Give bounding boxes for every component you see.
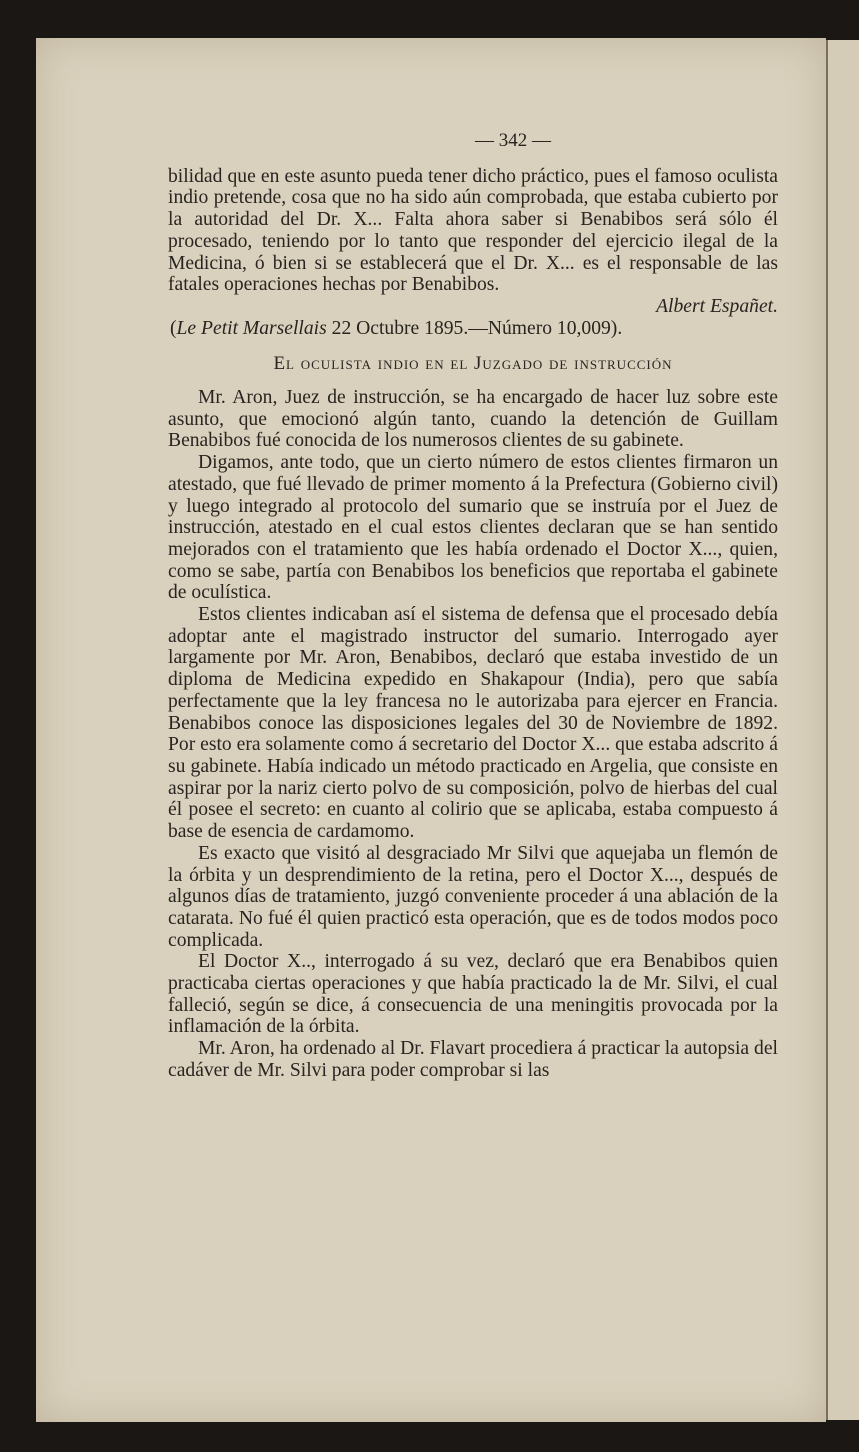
page-text [168, 128, 778, 1082]
paragraph: Mr. Aron, ha ordenado al Dr. Flavart procediera á practicar la autopsia del cadáver de Mr. Silvi para poder comprobar si las [168, 1038, 778, 1081]
continuation-paragraph: bilidad que en este asunto pueda tener dicho práctico, pues el famoso oculista indio pretende, cosa que no ha sido aún comprobada, que estaba cubierto por la autoridad del Dr. X... Falta ahora saber si Benabibos será sólo él procesado, teniendo por lo tanto que responder del ejercicio ilegal de la Medicina, ó bien si se establecerá que el Dr. X... es el responsable de las fatales operaciones hechas por Benabibos. [168, 165, 778, 296]
paragraph: El Doctor X.., interrogado á su vez, declaró que era Benabibos quien practicaba ciertas operaciones y que había practicado la de Mr. Silvi, el cual falleció, según se dice, á consecuencia de una meningitis provocada por la inflamación de la órbita. [168, 951, 778, 1038]
page-number: — 342 — [475, 130, 551, 151]
adjacent-page-edge [826, 40, 859, 1420]
section-heading: El oculista indio en el Juzgado de instrucción [273, 353, 673, 375]
signature: Albert Españet. [656, 295, 778, 317]
paragraph: Digamos, ante todo, que un cierto número de estos clientes firmaron un atestado, que fué llevado de primer momento á la Prefectura (Gobierno civil) y luego integrado al protocolo del sumario que se instruía por el Juez de instrucción, atestado en el cual estos clientes declaran que se han sentido mejorados con el tratamiento que les había ordenado el Doctor X..., quien, como se sabe, partía con Benabibos los beneficios que reportaba el gabinete de oculística. [168, 452, 778, 604]
source-citation [168, 318, 778, 340]
paragraph: Mr. Aron, Juez de instrucción, se ha encargado de hacer luz sobre este asunto, que emocionó algún tanto, cuando la detención de Guillam Benabibos fué conocida de los numerosos clientes de su gabinete. [168, 387, 778, 452]
source-details: 22 Octubre 1895.—Número 10,009). [326, 317, 623, 339]
paragraph: Estos clientes indicaban así el sistema de defensa que el procesado debía adoptar ante el magistrado instructor del sumario. Interrogado ayer largamente por Mr. Aron, Benabibos, declaró que estaba investido de un diploma de Medicina expedido en Shakapour (India), pero que sabía perfectamente que la ley francesa no le autorizaba para ejercer en Francia. Benabibos conoce las disposiciones legales del 30 de Noviembre de 1892. Por esto era solamente como á secretario del Doctor X... que estaba adscrito á su gabinete. Había indicado un método practicado en Argelia, que consiste en aspirar por la nariz cierto polvo de su composición, polvo de hierbas del cual él posee el secreto: en cuanto al colirio que se aplicaba, estaba compuesto á base de esencia de cardamomo. [168, 604, 778, 843]
source-open: ( [170, 317, 177, 339]
source-publication: Le Petit Marsellais [176, 317, 327, 339]
paragraph: Es exacto que visitó al desgraciado Mr Silvi que aquejaba un flemón de la órbita y un desprendimiento de la retina, pero el Doctor X..., después de algunos días de tratamiento, juzgó conveniente proceder á una ablación de la catarata. No fué él quien practicó esta operación, que es de todos modos poco complicada. [168, 842, 778, 951]
